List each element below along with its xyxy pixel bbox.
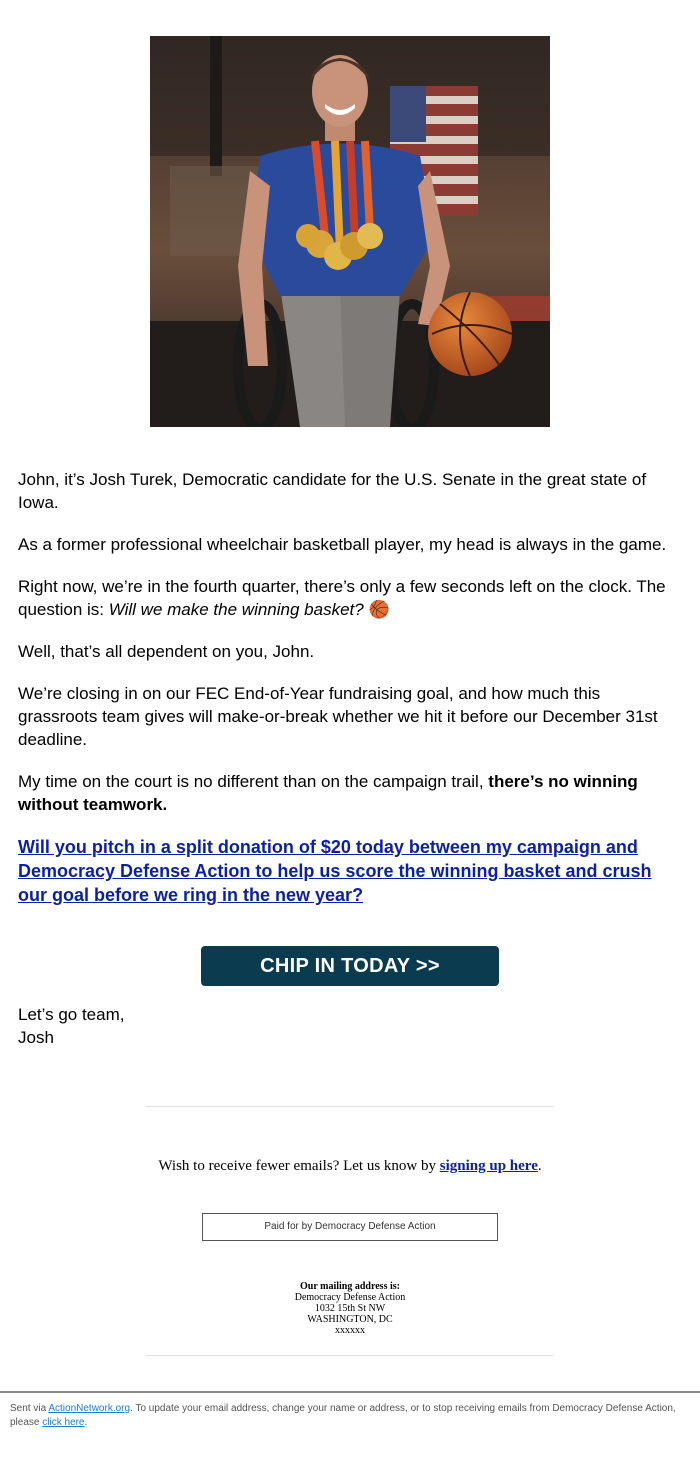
divider-bottom bbox=[146, 1355, 554, 1356]
fourth-quarter-text: Right now, we’re in the fourth quarter, there’s only a few seconds left on the clock. The question is: bbox=[18, 577, 666, 619]
basketball-icon bbox=[428, 292, 512, 376]
winning-basket-question: Will we make the winning basket? bbox=[108, 600, 364, 619]
mailing-city: WASHINGTON, DC bbox=[307, 1314, 393, 1325]
mailing-zip: xxxxxx bbox=[335, 1325, 365, 1336]
footer-middle: . To update your email address, change your name or address, or to stop receiving emails from Democracy Defense Action, please bbox=[10, 1403, 676, 1428]
divider-top bbox=[146, 1106, 554, 1107]
footer bbox=[10, 1402, 680, 1430]
signoff-line: Let’s go team, bbox=[18, 1005, 125, 1024]
signoff bbox=[18, 1003, 124, 1049]
teamwork-text: My time on the court is no different than on the campaign trail, bbox=[18, 772, 489, 791]
paid-for-disclaimer: Paid for by Democracy Defense Action bbox=[202, 1213, 498, 1241]
cta-container bbox=[201, 946, 499, 986]
donation-ask-paragraph bbox=[18, 835, 682, 907]
teamwork-emphasis: there’s no winning without teamwork. bbox=[18, 772, 638, 814]
hero-photo-illustration bbox=[150, 36, 550, 427]
chip-in-button[interactable]: CHIP IN TODAY >> bbox=[201, 946, 499, 986]
fewer-emails-text: Wish to receive fewer emails? Let us know by bbox=[158, 1158, 440, 1174]
donation-ask-link[interactable]: Will you pitch in a split donation of $20 today between my campaign and Democracy Defense Action to help us score the winning basket and crush our goal before we ring in the new year? bbox=[18, 837, 652, 905]
mailing-org: Democracy Defense Action bbox=[294, 1292, 406, 1303]
intro-paragraph: John, it’s Josh Turek, Democratic candidate for the U.S. Senate in the great state of Iowa. bbox=[18, 470, 647, 512]
footer-prefix: Sent via bbox=[10, 1403, 49, 1414]
footer-end: . bbox=[84, 1417, 88, 1428]
mailing-address bbox=[0, 1281, 700, 1336]
hero-photo bbox=[150, 36, 550, 427]
fourth-quarter-paragraph bbox=[18, 575, 682, 621]
unsubscribe-link[interactable]: click here bbox=[42, 1417, 85, 1428]
signing-up-link[interactable]: signing up here bbox=[439, 1158, 538, 1174]
footer-divider bbox=[0, 1391, 700, 1393]
email-body bbox=[18, 468, 682, 926]
fewer-emails-end: . bbox=[537, 1158, 542, 1174]
dependent-paragraph: Well, that’s all dependent on you, John. bbox=[18, 642, 315, 661]
basketball-emoji-icon: 🏀 bbox=[368, 600, 390, 619]
signoff-name: Josh bbox=[18, 1028, 54, 1047]
goal-paragraph: We’re closing in on our FEC End-of-Year fundraising goal, and how much this grassroots team gives will make-or-break whether we hit it before our December 31st deadline. bbox=[18, 684, 658, 749]
mailing-title: Our mailing address is: bbox=[300, 1281, 400, 1292]
background-paragraph: As a former professional wheelchair basketball player, my head is always in the game. bbox=[18, 535, 667, 554]
teamwork-paragraph bbox=[18, 770, 682, 816]
mailing-street: 1032 15th St NW bbox=[314, 1303, 386, 1314]
actionnetwork-link[interactable]: ActionNetwork.org bbox=[48, 1403, 131, 1414]
fewer-emails-notice bbox=[0, 1158, 700, 1175]
